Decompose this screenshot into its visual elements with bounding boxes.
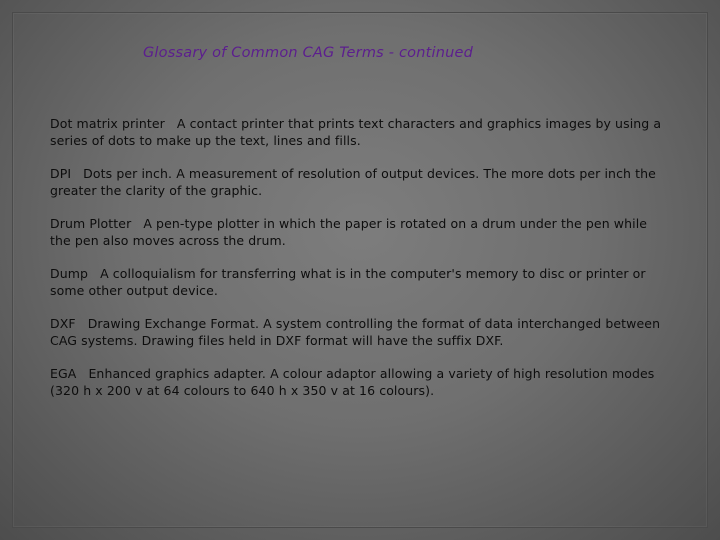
glossary-term: Dot matrix printer <box>50 116 165 131</box>
glossary-definition: A colloquialism for transferring what is in the computer's memory to disc or printer or some other output device. <box>50 266 646 298</box>
glossary-term: EGA <box>50 366 77 381</box>
glossary-entry-dump <box>50 265 670 299</box>
glossary-definition: Drawing Exchange Format. A system controlling the format of data interchanged between CAG systems. Drawing files held in DXF format will have the suffix DXF. <box>50 316 661 348</box>
glossary-definition: Dots per inch. A measurement of resolution of output devices. The more dots per inch the greater the clarity of the graphic. <box>50 166 656 198</box>
glossary-entry-ega <box>50 365 670 399</box>
glossary-term: Dump <box>50 266 89 281</box>
glossary-entry-dpi <box>50 165 670 199</box>
glossary-definition: A pen-type plotter in which the paper is rotated on a drum under the pen while the pen also moves across the drum. <box>50 216 648 248</box>
glossary-entry-dot-matrix-printer <box>50 115 670 149</box>
glossary-term: Drum Plotter <box>50 216 132 231</box>
slide-title: Glossary of Common CAG Terms - continued <box>143 45 474 61</box>
glossary-definition: Enhanced graphics adapter. A colour adaptor allowing a variety of high resolution modes (320 h x 200 v at 64 colours to 640 h x 350 v at 16 colours). <box>50 366 655 398</box>
glossary-term: DPI <box>50 166 72 181</box>
glossary-entry-dxf <box>50 315 670 349</box>
glossary-definition: A contact printer that prints text characters and graphics images by using a series of dots to make up the text, lines and fills. <box>50 116 662 148</box>
glossary-term: DXF <box>50 316 76 331</box>
glossary-entry-drum-plotter <box>50 215 670 249</box>
glossary-list <box>50 115 670 415</box>
